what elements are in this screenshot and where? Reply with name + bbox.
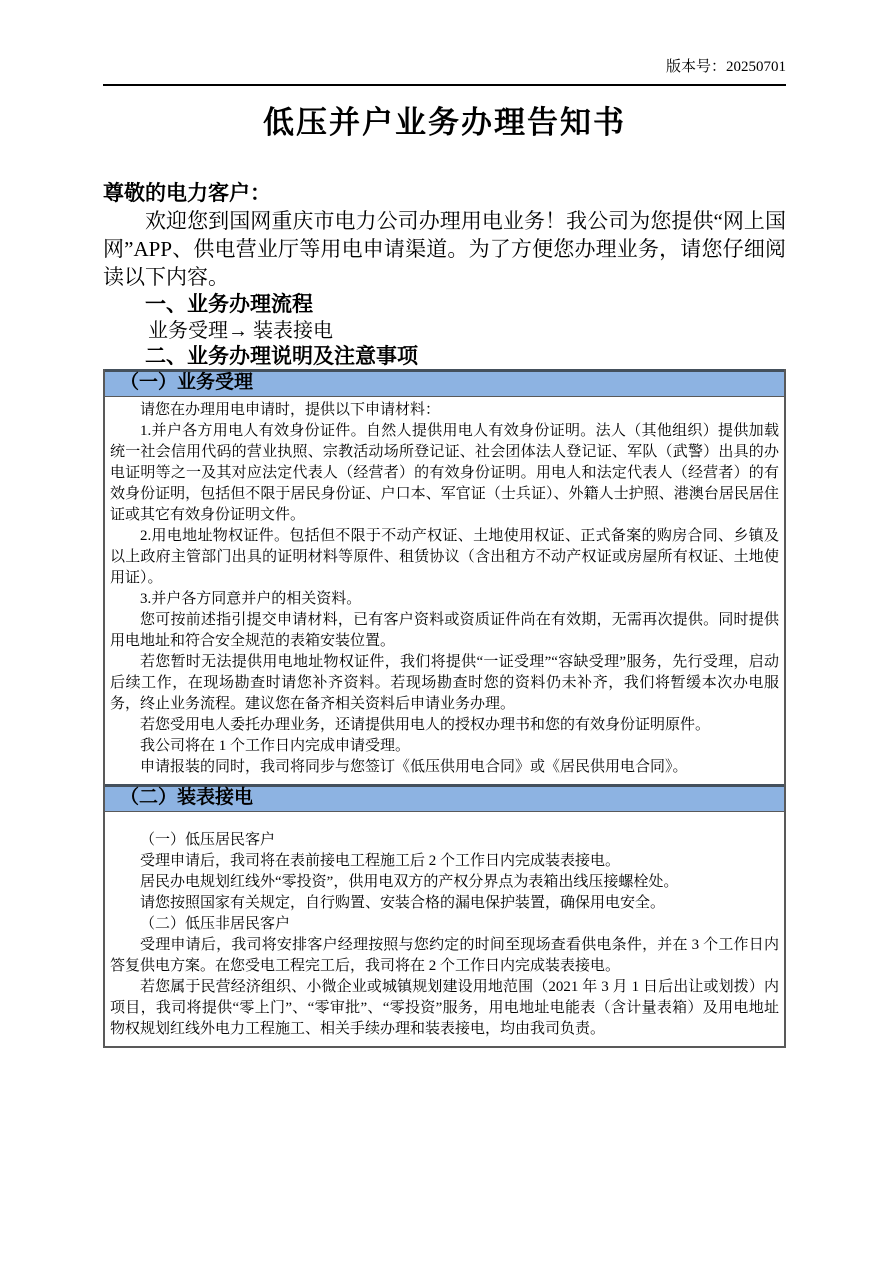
paragraph: 若您受用电人委托办理业务，还请提供用电人的授权办理书和您的有效身份证明原件。 (140, 717, 711, 733)
paragraph: 请您在办理用电申请时，提供以下申请材料： (140, 402, 441, 418)
page-title: 低压并户业务办理告知书 (263, 105, 626, 140)
document-content (103, 0, 786, 1048)
paragraph: 我公司将在 1 个工作日内完成申请受理。 (140, 738, 411, 754)
section-heading-notes: 二、业务办理说明及注意事项 (145, 345, 418, 368)
paragraph: 居民办电规划红线外“零投资”，供用电双方的产权分界点为表箱出线压接螺栓处。 (140, 874, 679, 890)
paragraph: （二）低压非居民客户 (140, 916, 291, 932)
paragraph: 1.并户各方用电人有效身份证件。自然人提供用电人有效身份证明。法人（其他组织）提供加载统一社会信用代码的营业执照、宗教活动场所登记证、社会团体法人登记证、军队（武警）出具的办电证明等之一及其对应法定代表人（经营者）的有效身份证明。用电人和法定代表人（经营者）的有效身份证明，包括但不限于居民身份证、户口本、军官证（士兵证）、外籍人士护照、港澳台居民居住证或其它有效身份证明文件。 (110, 423, 779, 523)
version-number: 版本号：20250701 (665, 59, 786, 75)
table-section-body-acceptance (105, 396, 784, 784)
paragraph: 2.用电地址物权证件。包括但不限于不动产权证、土地使用权证、正式备案的购房合同、乡镇及以上政府主管部门出具的证明材料等原件、租赁协议（含出租方不动产权证或房屋所有权证、土地使用证）。 (110, 528, 779, 586)
section-heading-flow: 一、业务办理流程 (145, 293, 313, 316)
header-rule (103, 84, 786, 86)
flow-steps: 业务受理→ 装表接电 (148, 320, 333, 342)
paragraph: 受理申请后，我司将安排客户经理按照与您约定的时间至现场查看供电条件，并在 3 个工作日内答复供电方案。在您受电工程完工后，我司将在 2 个工作日内完成装表接电。 (110, 937, 779, 974)
paragraph: （一）低压居民客户 (140, 832, 276, 848)
paragraph: 您可按前述指引提交申请材料，已有客户资料或资质证件尚在有效期，无需再次提供。同时提供用电地址和符合安全规范的表箱安装位置。 (110, 612, 779, 649)
paragraph: 3.并户各方同意并户的相关资料。 (140, 591, 362, 607)
salutation: 尊敬的电力客户： (103, 181, 271, 205)
intro-paragraph: 欢迎您到国网重庆市电力公司办理用电业务！我公司为您提供“网上国网”APP、供电营业厅等用电申请渠道。为了方便您办理业务，请您仔细阅读以下内容。 (103, 209, 786, 289)
table-section-header-meter-install: （二）装表接电 (105, 784, 784, 811)
notice-table (103, 369, 786, 1048)
paragraph: 若您暂时无法提供用电地址物权证件，我们将提供“一证受理”“容缺受理”服务，先行受理，启动后续工作，在现场勘查时请您补齐资料。若现场勘查时您的资料仍未补齐，我们将暂缓本次办电服务，终止业务流程。建议您在备齐相关资料后申请业务办理。 (110, 654, 779, 712)
paragraph: 申请报装的同时，我司将同步与您签订《低压供用电合同》或《居民供用电合同》。 (140, 759, 688, 775)
paragraph: 若您属于民营经济组织、小微企业或城镇规划建设用地范围（2021 年 3 月 1 日后出让或划拨）内项目，我司将提供“零上门”、“零审批”、“零投资”服务，用电地址电能表（含计量表箱）及用电地址物权规划红线外电力工程施工、相关手续办理和装表接电，均由我司负责。 (110, 979, 779, 1037)
table-section-body-meter-install (105, 811, 784, 1046)
paragraph: 受理申请后，我司将在表前接电工程施工后 2 个工作日内完成装表接电。 (140, 853, 621, 869)
paragraph: 请您按照国家有关规定，自行购置、安装合格的漏电保护装置，确保用电安全。 (140, 895, 666, 911)
table-section-header-acceptance: （一）业务受理 (105, 369, 784, 396)
